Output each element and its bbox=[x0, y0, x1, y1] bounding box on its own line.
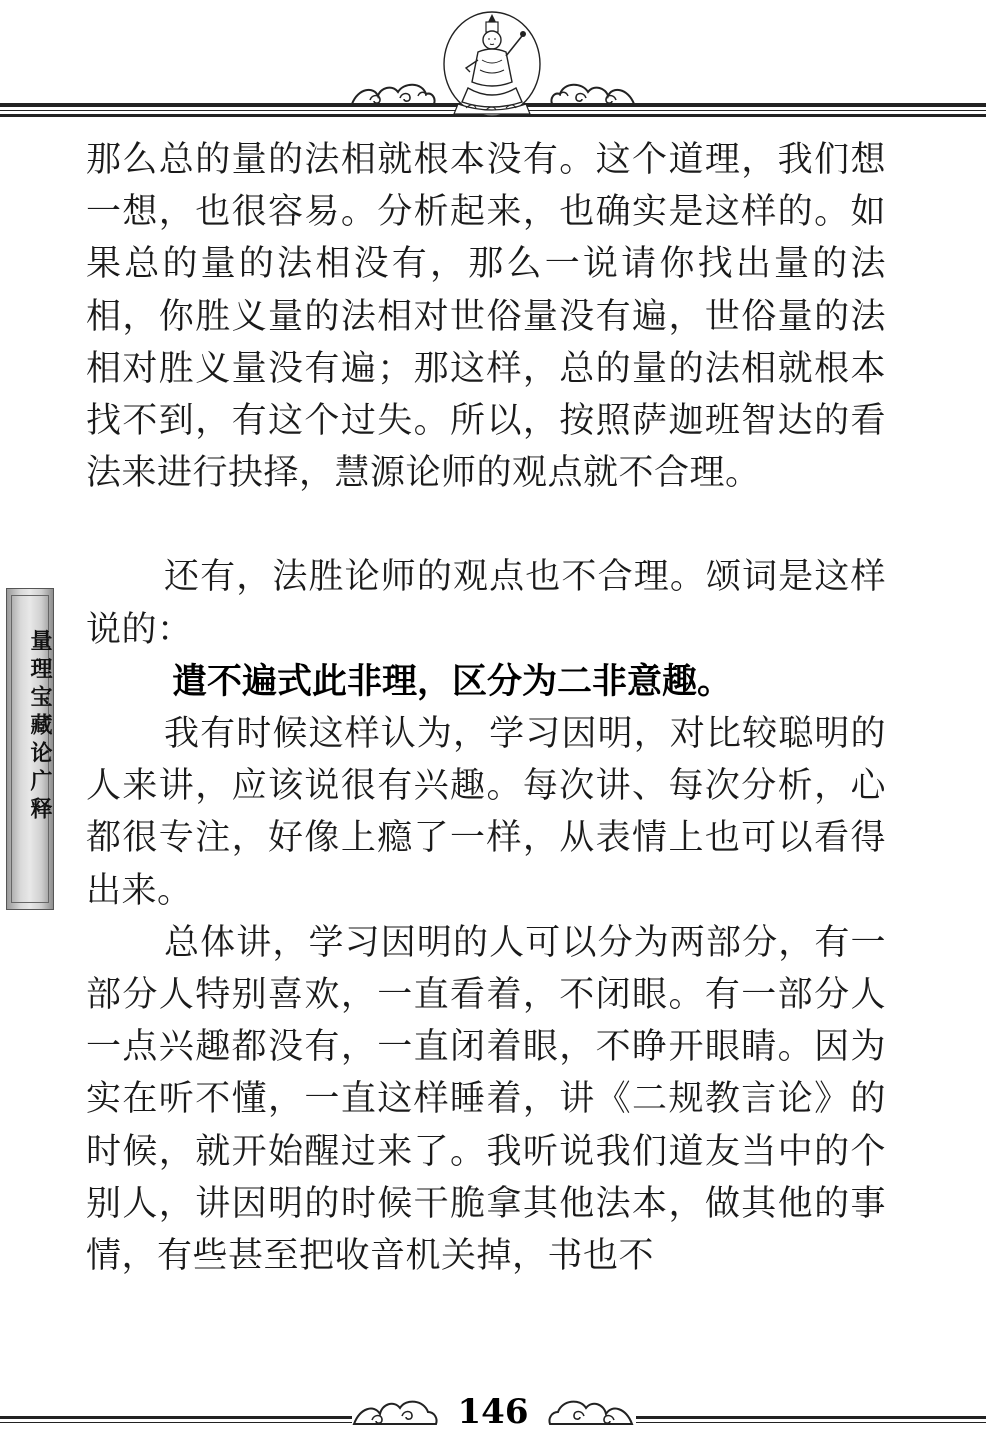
cloud-scroll-icon bbox=[348, 78, 438, 108]
side-tab bbox=[6, 588, 54, 910]
footer-rule bbox=[0, 1416, 352, 1419]
intro-paragraph: 还有，法胜论师的观点也不合理。颂词是这样说的： bbox=[86, 557, 886, 650]
footer-rule bbox=[0, 1422, 352, 1423]
paragraph: 我有时候这样认为，学习因明，对比较聪明的人来讲，应该说很有兴趣。每次讲、每次分析，心都很专注，好像上瘾了一样，从表情上也可以看得出来。 bbox=[86, 714, 886, 911]
cloud-scroll-icon bbox=[352, 1394, 438, 1428]
deity-illustration-icon bbox=[438, 8, 546, 120]
footer-rule bbox=[636, 1416, 986, 1419]
page-body bbox=[86, 134, 886, 1282]
verse-line: 遣不遍式此非理，区分为二非意趣。 bbox=[172, 661, 733, 702]
paragraph: 那么总的量的法相就根本没有。这个道理，我们想一想，也很容易。分析起来，也确实是这样的。如果总的量的法相没有，那么一说请你找出量的法相，你胜义量的法相对世俗量没有遍，世俗量的法相对胜义量没有遍；那这样，总的量的法相就根本找不到，有这个过失。所以，按照萨迦班智达的看法来进行抉择，慧源论师的观点就不合理。 bbox=[86, 140, 886, 494]
side-tab-title: 量理宝藏论广释 bbox=[27, 629, 52, 825]
page-number: 146 bbox=[457, 1392, 529, 1432]
page-header bbox=[0, 0, 986, 125]
paragraph-gap bbox=[86, 499, 886, 551]
paragraph: 总体讲，学习因明的人可以分为两部分，有一部分人特别喜欢，一直看着，不闭眼。有一部分人一点兴趣都没有，一直闭着眼，不睁开眼睛。因为实在听不懂，一直这样睡着，讲《二规教言论》的时候，就开始醒过来了。我听说我们道友当中的个别人，讲因明的时候干脆拿其他法本，做其他的事情，有些甚至把收音机关掉，书也不 bbox=[86, 922, 886, 1277]
page-footer bbox=[0, 1380, 986, 1443]
cloud-scroll-icon bbox=[548, 1394, 634, 1428]
footer-rule bbox=[636, 1422, 986, 1423]
cloud-scroll-icon bbox=[548, 78, 638, 108]
